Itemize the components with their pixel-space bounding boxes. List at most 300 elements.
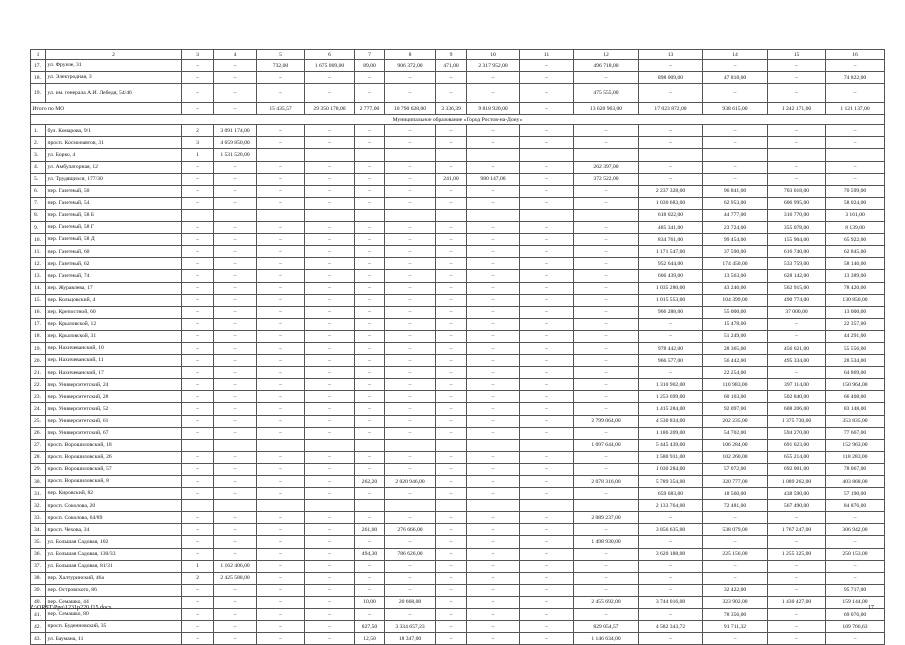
value-cell: – (257, 609, 305, 621)
header-row (31, 50, 885, 60)
value-cell: – (305, 330, 355, 342)
address-cell: пер. Журавлева, 17 (46, 282, 182, 294)
value-cell: – (214, 330, 257, 342)
value-cell: 13 620 963,00 (574, 103, 639, 115)
value-cell: – (574, 379, 639, 391)
value-cell: – (639, 60, 703, 72)
column-number: 13 (639, 50, 703, 60)
table-row (31, 427, 885, 439)
column-number: 8 (385, 50, 436, 60)
value-cell: 99 454,00 (703, 234, 768, 246)
value-cell: – (257, 633, 305, 645)
value-cell: – (768, 137, 826, 149)
value-cell: – (826, 125, 885, 137)
value-cell: – (214, 633, 257, 645)
value-cell: 10 790 628,00 (385, 103, 436, 115)
value-cell: – (467, 197, 520, 209)
value-cell: – (214, 306, 257, 318)
value-cell: – (768, 60, 826, 72)
column-number: 4 (214, 50, 257, 60)
value-cell (305, 500, 355, 512)
value-cell (703, 149, 768, 161)
value-cell: – (214, 234, 257, 246)
value-cell: – (355, 560, 385, 572)
value-cell: 4 582 343,72 (639, 621, 703, 633)
address-cell: просп. Соколова, 20 (46, 500, 182, 512)
value-cell: 3 161,00 (826, 209, 885, 221)
value-cell: – (257, 246, 305, 258)
value-cell: – (214, 379, 257, 391)
table-row (31, 572, 885, 584)
value-cell: – (385, 572, 436, 584)
value-cell: – (385, 488, 436, 500)
value-cell: – (639, 137, 703, 149)
value-cell: – (768, 621, 826, 633)
value-cell: 1 030 284,00 (639, 463, 703, 475)
address-cell: пер. Нахичеванский, 17 (46, 367, 182, 379)
value-cell: – (436, 524, 467, 536)
value-cell: – (182, 596, 214, 608)
value-cell: – (520, 234, 574, 246)
value-cell: – (467, 512, 520, 524)
row-number: 41. (31, 609, 46, 621)
value-cell: – (703, 125, 768, 137)
value-cell: – (467, 596, 520, 608)
value-cell: – (257, 560, 305, 572)
table-row (31, 415, 885, 427)
value-cell: 372 522,00 (574, 173, 639, 185)
value-cell: – (467, 72, 520, 84)
value-cell: – (305, 367, 355, 379)
value-cell (520, 209, 574, 221)
value-cell: 110 983,00 (703, 379, 768, 391)
value-cell: – (436, 137, 467, 149)
value-cell: – (182, 84, 214, 103)
value-cell: – (639, 318, 703, 330)
value-cell: 130 850,00 (826, 294, 885, 306)
value-cell: – (182, 536, 214, 548)
row-number: 3. (31, 149, 46, 161)
value-cell: – (214, 584, 257, 596)
value-cell: – (574, 560, 639, 572)
table-row (31, 596, 885, 608)
column-number: 12 (574, 50, 639, 60)
value-cell: – (520, 161, 574, 173)
value-cell: 150 964,00 (826, 379, 885, 391)
value-cell: – (703, 84, 768, 103)
row-number: 8. (31, 209, 46, 221)
row-number: 20. (31, 355, 46, 367)
value-cell: – (467, 137, 520, 149)
value-cell: – (355, 258, 385, 270)
value-cell: – (436, 318, 467, 330)
value-cell: – (182, 621, 214, 633)
value-cell: – (436, 246, 467, 258)
value-cell: 1 415 284,00 (639, 403, 703, 415)
value-cell (355, 209, 385, 221)
address-cell: просп. Чехова, 34 (46, 524, 182, 536)
value-cell: – (182, 512, 214, 524)
value-cell: – (182, 173, 214, 185)
value-cell: 2 799 064,00 (574, 415, 639, 427)
value-cell (257, 500, 305, 512)
value-cell: 58 024,00 (826, 197, 885, 209)
value-cell: – (355, 294, 385, 306)
value-cell: – (768, 560, 826, 572)
value-cell: 3 620 188,00 (639, 548, 703, 560)
value-cell: – (355, 415, 385, 427)
value-cell: – (520, 294, 574, 306)
column-number: 3 (182, 50, 214, 60)
value-cell: – (467, 246, 520, 258)
value-cell: – (520, 463, 574, 475)
value-cell: – (385, 355, 436, 367)
value-cell: – (305, 415, 355, 427)
table-row (31, 149, 885, 161)
value-cell: – (214, 318, 257, 330)
table-row (31, 282, 885, 294)
value-cell: – (182, 476, 214, 488)
value-cell: – (182, 342, 214, 354)
address-cell: пер. Газетный, 58 Д (46, 234, 182, 246)
row-number: 24. (31, 403, 46, 415)
value-cell: – (385, 391, 436, 403)
value-cell: – (214, 512, 257, 524)
value-cell: 606 995,00 (768, 197, 826, 209)
table-row (31, 306, 885, 318)
row-number: 21. (31, 367, 46, 379)
value-cell: – (768, 536, 826, 548)
value-cell: – (436, 415, 467, 427)
address-cell: ул. Трудящихся, 177/30 (46, 173, 182, 185)
value-cell (385, 209, 436, 221)
value-cell: – (520, 246, 574, 258)
value-cell: – (214, 161, 257, 173)
value-cell: 3 (182, 137, 214, 149)
value-cell: – (214, 222, 257, 234)
value-cell: – (355, 137, 385, 149)
value-cell: – (305, 246, 355, 258)
row-number: 19. (31, 342, 46, 354)
value-cell: – (639, 125, 703, 137)
value-cell: – (305, 596, 355, 608)
value-cell: 456 621,00 (768, 342, 826, 354)
value-cell: – (182, 161, 214, 173)
value-cell: – (305, 427, 355, 439)
value-cell: – (305, 560, 355, 572)
value-cell: 691 623,00 (768, 439, 826, 451)
value-cell: – (467, 415, 520, 427)
value-cell: 490 774,00 (768, 294, 826, 306)
row-number: 33. (31, 512, 46, 524)
value-cell: – (257, 572, 305, 584)
row-number: 23. (31, 391, 46, 403)
value-cell: – (436, 548, 467, 560)
value-cell: – (305, 234, 355, 246)
value-cell: – (520, 137, 574, 149)
value-cell: – (436, 222, 467, 234)
value-cell: – (305, 512, 355, 524)
value-cell: – (467, 427, 520, 439)
row-number: 28. (31, 451, 46, 463)
value-cell: – (436, 584, 467, 596)
table-row (31, 609, 885, 621)
row-number: 31. (31, 488, 46, 500)
value-cell: 618 022,00 (639, 209, 703, 221)
value-cell: – (574, 185, 639, 197)
value-cell: – (520, 488, 574, 500)
column-number: 10 (467, 50, 520, 60)
value-cell: 655 214,00 (768, 451, 826, 463)
value-cell (574, 500, 639, 512)
value-cell: 20 668,00 (385, 596, 436, 608)
address-cell: просп. Ворошиловский, 57 (46, 463, 182, 475)
value-cell (826, 149, 885, 161)
value-cell: 606 439,00 (639, 270, 703, 282)
value-cell: – (703, 512, 768, 524)
row-number: 14. (31, 282, 46, 294)
column-number: 7 (355, 50, 385, 60)
value-cell: – (305, 572, 355, 584)
value-cell: – (385, 342, 436, 354)
value-cell: – (574, 72, 639, 84)
value-cell: – (436, 379, 467, 391)
value-cell: – (520, 103, 574, 115)
value-cell: 262 397,00 (574, 161, 639, 173)
value-cell: – (768, 367, 826, 379)
value-cell: 276 666,00 (385, 524, 436, 536)
value-cell: – (467, 572, 520, 584)
value-cell: – (305, 536, 355, 548)
value-cell: 494,30 (355, 548, 385, 560)
value-cell: 1 767 247,00 (768, 524, 826, 536)
address-cell: пер. Островского, 86 (46, 584, 182, 596)
row-number: 17. (31, 60, 46, 72)
value-cell: 17 023 872,00 (639, 103, 703, 115)
value-cell: – (385, 185, 436, 197)
value-cell: 316 770,00 (768, 209, 826, 221)
value-cell: – (355, 391, 385, 403)
value-cell: – (385, 197, 436, 209)
value-cell: – (436, 270, 467, 282)
table-row (31, 391, 885, 403)
value-cell: 3 334 657,23 (385, 621, 436, 633)
value-cell: 692 001,00 (768, 463, 826, 475)
address-cell: пер. Газетный, 50 (46, 185, 182, 197)
value-cell: – (436, 185, 467, 197)
value-cell (520, 439, 574, 451)
value-cell: – (703, 137, 768, 149)
value-cell: 1 035 280,00 (639, 282, 703, 294)
value-cell: – (467, 258, 520, 270)
value-cell: – (574, 584, 639, 596)
value-cell: – (467, 536, 520, 548)
value-cell: – (305, 621, 355, 633)
value-cell: – (257, 161, 305, 173)
table-row (31, 84, 885, 103)
value-cell: – (305, 318, 355, 330)
row-number: 11. (31, 246, 46, 258)
value-cell: – (639, 84, 703, 103)
value-cell: – (182, 234, 214, 246)
value-cell: 1 (182, 560, 214, 572)
row-number: 15. (31, 294, 46, 306)
value-cell: – (182, 306, 214, 318)
address-cell: пер. Университетский, 67 (46, 427, 182, 439)
value-cell: – (305, 633, 355, 645)
value-cell: 74 822,00 (826, 72, 885, 84)
value-cell: – (520, 536, 574, 548)
value-cell: – (182, 270, 214, 282)
value-cell: – (574, 197, 639, 209)
value-cell: 78 420,00 (826, 282, 885, 294)
table-row (31, 512, 885, 524)
address-cell: пер. Крыловской, 31 (46, 330, 182, 342)
value-cell: 32 422,00 (703, 584, 768, 596)
value-cell: – (214, 173, 257, 185)
table-row (31, 137, 885, 149)
table-row (31, 161, 885, 173)
value-cell: 118 283,00 (826, 451, 885, 463)
value-cell: 18 347,00 (385, 633, 436, 645)
value-cell: 225 156,00 (703, 548, 768, 560)
value-cell: – (355, 173, 385, 185)
value-cell: – (467, 282, 520, 294)
value-cell: – (574, 282, 639, 294)
value-cell: – (768, 584, 826, 596)
table-row (31, 500, 885, 512)
value-cell: – (520, 548, 574, 560)
value-cell: 78 067,00 (826, 463, 885, 475)
value-cell: – (257, 306, 305, 318)
table-row (31, 222, 885, 234)
row-number: 6. (31, 185, 46, 197)
value-cell: – (305, 282, 355, 294)
value-cell: – (214, 355, 257, 367)
row-number: 32. (31, 500, 46, 512)
table-row (31, 476, 885, 488)
value-cell: – (467, 476, 520, 488)
value-cell: – (385, 463, 436, 475)
value-cell: – (385, 512, 436, 524)
value-cell: – (257, 379, 305, 391)
value-cell: – (385, 560, 436, 572)
value-cell: – (182, 355, 214, 367)
address-cell: пер. Халтуринский, 46а (46, 572, 182, 584)
value-cell: 102 260,00 (703, 451, 768, 463)
value-cell: 91 711,32 (703, 621, 768, 633)
value-cell: 1 375 730,00 (768, 415, 826, 427)
value-cell: – (214, 427, 257, 439)
value-cell: – (214, 609, 257, 621)
value-cell: 1 097 644,00 (574, 439, 639, 451)
value-cell: 44 777,00 (703, 209, 768, 221)
value-cell: – (436, 84, 467, 103)
value-cell: 2 (182, 125, 214, 137)
value-cell: – (520, 524, 574, 536)
value-cell: – (305, 451, 355, 463)
value-cell (436, 209, 467, 221)
value-cell: – (436, 512, 467, 524)
value-cell: – (257, 451, 305, 463)
value-cell (467, 500, 520, 512)
value-cell: 320 777,00 (703, 476, 768, 488)
value-cell: – (355, 282, 385, 294)
value-cell: 10,00 (355, 596, 385, 608)
value-cell: – (182, 318, 214, 330)
value-cell: – (214, 103, 257, 115)
value-cell: – (305, 609, 355, 621)
value-cell: – (182, 367, 214, 379)
value-cell: – (436, 342, 467, 354)
value-cell: 829 054,57 (574, 621, 639, 633)
value-cell: – (182, 60, 214, 72)
value-cell: – (436, 161, 467, 173)
value-cell: 5 445 439,00 (639, 439, 703, 451)
value-cell: – (214, 84, 257, 103)
value-cell: – (385, 125, 436, 137)
value-cell: 78 356,00 (703, 609, 768, 621)
value-cell (385, 149, 436, 161)
value-cell: – (639, 512, 703, 524)
value-cell: – (467, 403, 520, 415)
value-cell: – (520, 318, 574, 330)
value-cell: – (355, 222, 385, 234)
value-cell: 8 139,00 (826, 222, 885, 234)
value-cell: – (520, 355, 574, 367)
value-cell: – (826, 60, 885, 72)
value-cell: – (768, 125, 826, 137)
value-cell: – (436, 451, 467, 463)
value-cell: 66 408,00 (826, 391, 885, 403)
value-cell: – (703, 572, 768, 584)
value-cell: 567 490,00 (768, 500, 826, 512)
value-cell: – (214, 524, 257, 536)
value-cell: 12,50 (355, 633, 385, 645)
value-cell: – (385, 173, 436, 185)
address-cell: ул. Большая Садовая, 102 (46, 536, 182, 548)
address-cell: бул. Комарова, 9/1 (46, 125, 182, 137)
value-cell: – (768, 609, 826, 621)
value-cell: – (574, 342, 639, 354)
value-cell: – (467, 451, 520, 463)
value-cell: – (467, 621, 520, 633)
value-cell: 47 818,00 (703, 72, 768, 84)
value-cell: – (574, 488, 639, 500)
value-cell: – (385, 137, 436, 149)
value-cell: – (436, 330, 467, 342)
value-cell: – (520, 342, 574, 354)
row-number: 39. (31, 584, 46, 596)
value-cell (467, 149, 520, 161)
table-row (31, 524, 885, 536)
value-cell: 594 270,00 (768, 427, 826, 439)
value-cell: – (182, 330, 214, 342)
value-cell: – (436, 596, 467, 608)
value-cell: – (467, 294, 520, 306)
value-cell: 13 563,00 (703, 270, 768, 282)
value-cell: – (385, 234, 436, 246)
value-cell: – (355, 270, 385, 282)
address-cell: пер. Газетный, 58 Г (46, 222, 182, 234)
value-cell: – (574, 270, 639, 282)
value-cell: – (182, 197, 214, 209)
value-cell: – (257, 391, 305, 403)
value-cell: – (355, 488, 385, 500)
value-cell: 2 133 764,00 (639, 500, 703, 512)
section-title: Муниципальное образование «Город Ростов-на-Дону» (31, 115, 885, 125)
value-cell: – (355, 427, 385, 439)
